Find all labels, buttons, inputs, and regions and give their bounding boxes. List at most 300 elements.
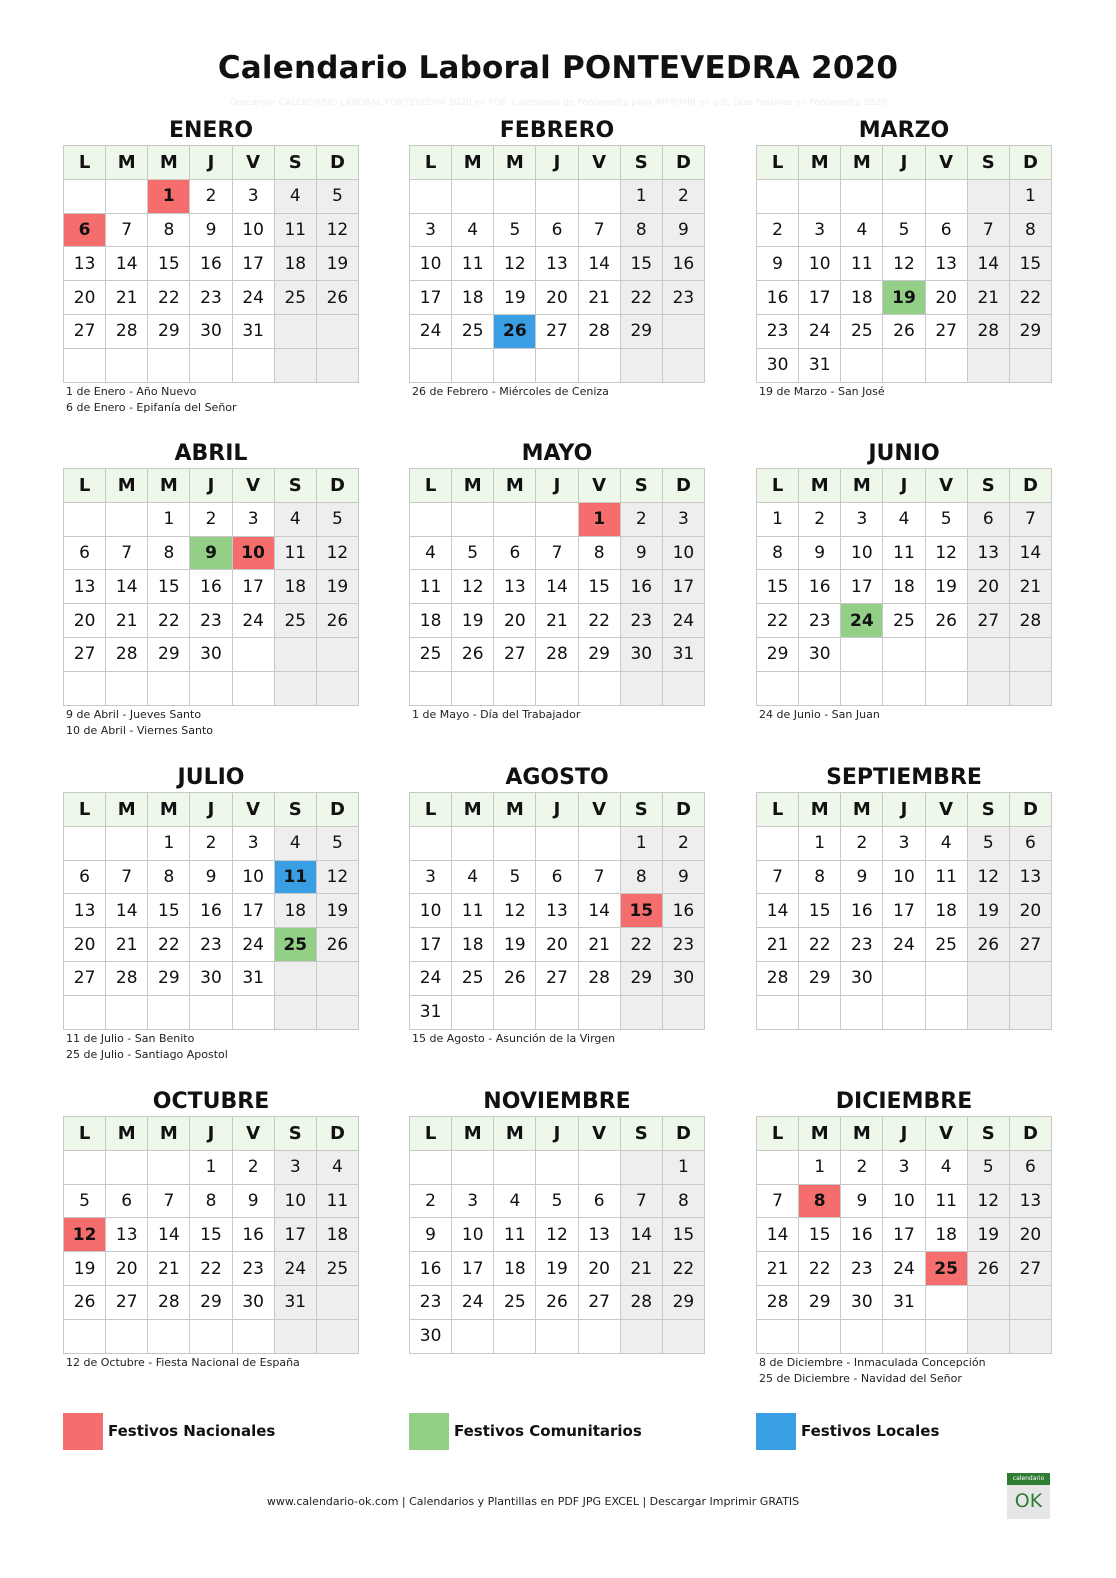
empty-cell bbox=[410, 348, 452, 382]
month-name: OCTUBRE bbox=[152, 1089, 270, 1114]
day-cell: 18 bbox=[925, 1218, 967, 1252]
empty-cell bbox=[841, 1319, 883, 1353]
day-cell: 8 bbox=[1009, 213, 1051, 247]
page-title: Calendario Laboral PONTEVEDRA 2020 bbox=[217, 50, 899, 86]
holiday-day-cell: 12 bbox=[64, 1218, 106, 1252]
day-cell: 15 bbox=[578, 570, 620, 604]
week-row bbox=[410, 928, 705, 962]
day-cell: 23 bbox=[662, 281, 704, 315]
empty-cell bbox=[106, 826, 148, 860]
day-cell: 25 bbox=[452, 961, 494, 995]
day-cell: 20 bbox=[64, 604, 106, 638]
week-row bbox=[410, 348, 705, 382]
day-cell: 27 bbox=[925, 314, 967, 348]
day-cell: 31 bbox=[799, 348, 841, 382]
day-cell: 23 bbox=[620, 604, 662, 638]
day-cell: 21 bbox=[106, 604, 148, 638]
logo-top-text: calendario bbox=[1007, 1473, 1050, 1485]
day-cell: 21 bbox=[536, 604, 578, 638]
day-cell: 19 bbox=[925, 570, 967, 604]
day-cell: 14 bbox=[578, 247, 620, 281]
day-cell: 18 bbox=[316, 1218, 358, 1252]
empty-cell bbox=[64, 995, 106, 1029]
week-row bbox=[757, 536, 1052, 570]
day-cell: 22 bbox=[148, 928, 190, 962]
weekday-header: S bbox=[620, 469, 662, 503]
day-cell: 2 bbox=[757, 213, 799, 247]
month-mayo bbox=[409, 439, 705, 722]
day-cell: 10 bbox=[410, 247, 452, 281]
legend-community-swatch bbox=[409, 1413, 449, 1450]
weekday-header-row bbox=[757, 469, 1052, 503]
empty-cell bbox=[841, 637, 883, 671]
day-cell: 24 bbox=[452, 1285, 494, 1319]
day-cell: 17 bbox=[883, 1218, 925, 1252]
week-row bbox=[64, 1150, 359, 1184]
day-cell: 3 bbox=[410, 213, 452, 247]
day-cell: 20 bbox=[494, 604, 536, 638]
day-cell: 24 bbox=[410, 314, 452, 348]
day-cell: 28 bbox=[967, 314, 1009, 348]
weekday-header: S bbox=[967, 146, 1009, 180]
day-cell: 23 bbox=[190, 281, 232, 315]
day-cell: 28 bbox=[1009, 604, 1051, 638]
empty-cell bbox=[106, 502, 148, 536]
day-cell: 5 bbox=[967, 1150, 1009, 1184]
day-cell: 11 bbox=[316, 1184, 358, 1218]
empty-cell bbox=[316, 995, 358, 1029]
day-cell: 17 bbox=[452, 1252, 494, 1286]
day-cell: 6 bbox=[1009, 1150, 1051, 1184]
empty-cell bbox=[578, 179, 620, 213]
day-cell: 26 bbox=[925, 604, 967, 638]
empty-cell bbox=[578, 995, 620, 1029]
day-cell: 27 bbox=[536, 961, 578, 995]
day-cell: 22 bbox=[148, 281, 190, 315]
day-cell: 26 bbox=[316, 604, 358, 638]
empty-cell bbox=[106, 1150, 148, 1184]
day-cell: 7 bbox=[106, 536, 148, 570]
day-cell: 13 bbox=[536, 894, 578, 928]
day-cell: 25 bbox=[410, 637, 452, 671]
weekday-header: M bbox=[799, 469, 841, 503]
empty-cell bbox=[967, 348, 1009, 382]
weekday-header: M bbox=[494, 1117, 536, 1151]
month-table bbox=[63, 792, 359, 1030]
weekday-header: D bbox=[316, 469, 358, 503]
day-cell: 18 bbox=[274, 570, 316, 604]
holiday-day-cell: 1 bbox=[148, 179, 190, 213]
weekday-header: M bbox=[452, 1117, 494, 1151]
day-cell: 15 bbox=[190, 1218, 232, 1252]
week-row bbox=[757, 1150, 1052, 1184]
day-cell: 17 bbox=[274, 1218, 316, 1252]
week-row bbox=[757, 894, 1052, 928]
empty-cell bbox=[1009, 637, 1051, 671]
day-cell: 22 bbox=[620, 928, 662, 962]
empty-cell bbox=[967, 1319, 1009, 1353]
empty-cell bbox=[274, 348, 316, 382]
day-cell: 26 bbox=[494, 961, 536, 995]
weekday-header: M bbox=[452, 146, 494, 180]
day-cell: 26 bbox=[452, 637, 494, 671]
week-row bbox=[757, 1252, 1052, 1286]
day-cell: 14 bbox=[536, 570, 578, 604]
week-row bbox=[64, 604, 359, 638]
day-cell: 26 bbox=[967, 1252, 1009, 1286]
week-row bbox=[64, 826, 359, 860]
day-cell: 5 bbox=[452, 536, 494, 570]
holiday-day-cell: 19 bbox=[883, 281, 925, 315]
weekday-header: M bbox=[106, 469, 148, 503]
empty-cell bbox=[316, 1319, 358, 1353]
holiday-note: 1 de Enero - Año Nuevo bbox=[66, 384, 197, 398]
day-cell: 18 bbox=[452, 281, 494, 315]
week-row bbox=[757, 1319, 1052, 1353]
holiday-note: 26 de Febrero - Miércoles de Ceniza bbox=[412, 384, 609, 398]
day-cell: 18 bbox=[494, 1252, 536, 1286]
day-cell: 5 bbox=[883, 213, 925, 247]
empty-cell bbox=[967, 179, 1009, 213]
day-cell: 10 bbox=[410, 894, 452, 928]
empty-cell bbox=[274, 1319, 316, 1353]
day-cell: 19 bbox=[494, 281, 536, 315]
day-cell: 3 bbox=[883, 1150, 925, 1184]
day-cell: 24 bbox=[883, 1252, 925, 1286]
day-cell: 22 bbox=[799, 1252, 841, 1286]
day-cell: 28 bbox=[536, 637, 578, 671]
day-cell: 15 bbox=[148, 894, 190, 928]
holiday-day-cell: 26 bbox=[494, 314, 536, 348]
month-name: JUNIO bbox=[868, 441, 940, 466]
day-cell: 27 bbox=[64, 314, 106, 348]
weekday-header: S bbox=[967, 469, 1009, 503]
week-row bbox=[64, 1252, 359, 1286]
empty-cell bbox=[925, 1319, 967, 1353]
weekday-header-row bbox=[410, 146, 705, 180]
weekday-header: J bbox=[536, 793, 578, 827]
day-cell: 6 bbox=[1009, 826, 1051, 860]
weekday-header: D bbox=[316, 1117, 358, 1151]
empty-cell bbox=[536, 671, 578, 705]
empty-cell bbox=[620, 995, 662, 1029]
day-cell: 4 bbox=[316, 1150, 358, 1184]
day-cell: 7 bbox=[1009, 502, 1051, 536]
day-cell: 8 bbox=[148, 536, 190, 570]
month-name: ABRIL bbox=[174, 441, 248, 466]
empty-cell bbox=[757, 1319, 799, 1353]
day-cell: 30 bbox=[190, 314, 232, 348]
day-cell: 24 bbox=[232, 928, 274, 962]
day-cell: 8 bbox=[148, 213, 190, 247]
week-row bbox=[410, 536, 705, 570]
day-cell: 11 bbox=[494, 1218, 536, 1252]
day-cell: 23 bbox=[190, 928, 232, 962]
day-cell: 23 bbox=[841, 928, 883, 962]
empty-cell bbox=[662, 671, 704, 705]
day-cell: 12 bbox=[883, 247, 925, 281]
empty-cell bbox=[274, 995, 316, 1029]
week-row bbox=[64, 1218, 359, 1252]
weekday-header: L bbox=[757, 1117, 799, 1151]
empty-cell bbox=[925, 1285, 967, 1319]
day-cell: 11 bbox=[274, 213, 316, 247]
month-table bbox=[63, 1116, 359, 1354]
day-cell: 7 bbox=[106, 860, 148, 894]
empty-cell bbox=[494, 502, 536, 536]
week-row bbox=[410, 1150, 705, 1184]
day-cell: 12 bbox=[316, 213, 358, 247]
week-row bbox=[410, 826, 705, 860]
day-cell: 9 bbox=[799, 536, 841, 570]
day-cell: 8 bbox=[662, 1184, 704, 1218]
day-cell: 24 bbox=[232, 281, 274, 315]
week-row bbox=[64, 1184, 359, 1218]
day-cell: 4 bbox=[410, 536, 452, 570]
day-cell: 20 bbox=[925, 281, 967, 315]
empty-cell bbox=[148, 348, 190, 382]
empty-cell bbox=[64, 1319, 106, 1353]
empty-cell bbox=[536, 826, 578, 860]
day-cell: 6 bbox=[536, 213, 578, 247]
day-cell: 24 bbox=[274, 1252, 316, 1286]
month-table bbox=[756, 792, 1052, 1030]
empty-cell bbox=[841, 348, 883, 382]
legend-national-label: Festivos Nacionales bbox=[108, 1422, 276, 1440]
month-table bbox=[409, 1116, 705, 1354]
day-cell: 15 bbox=[757, 570, 799, 604]
empty-cell bbox=[106, 671, 148, 705]
day-cell: 24 bbox=[232, 604, 274, 638]
weekday-header: D bbox=[1009, 793, 1051, 827]
day-cell: 5 bbox=[316, 826, 358, 860]
weekday-header: D bbox=[662, 1117, 704, 1151]
day-cell: 10 bbox=[883, 1184, 925, 1218]
weekday-header-row bbox=[410, 1117, 705, 1151]
empty-cell bbox=[410, 1150, 452, 1184]
day-cell: 31 bbox=[274, 1285, 316, 1319]
day-cell: 4 bbox=[274, 179, 316, 213]
empty-cell bbox=[148, 1319, 190, 1353]
weekday-header: M bbox=[452, 469, 494, 503]
weekday-header: L bbox=[757, 469, 799, 503]
empty-cell bbox=[536, 348, 578, 382]
day-cell: 27 bbox=[106, 1285, 148, 1319]
day-cell: 16 bbox=[799, 570, 841, 604]
week-row bbox=[64, 502, 359, 536]
day-cell: 30 bbox=[662, 961, 704, 995]
empty-cell bbox=[967, 671, 1009, 705]
weekday-header-row bbox=[64, 469, 359, 503]
empty-cell bbox=[578, 348, 620, 382]
empty-cell bbox=[578, 671, 620, 705]
day-cell: 18 bbox=[452, 928, 494, 962]
day-cell: 21 bbox=[1009, 570, 1051, 604]
empty-cell bbox=[452, 671, 494, 705]
day-cell: 19 bbox=[494, 928, 536, 962]
empty-cell bbox=[106, 995, 148, 1029]
weekday-header-row bbox=[64, 146, 359, 180]
week-row bbox=[64, 1285, 359, 1319]
day-cell: 17 bbox=[410, 928, 452, 962]
day-cell: 4 bbox=[883, 502, 925, 536]
empty-cell bbox=[148, 995, 190, 1029]
empty-cell bbox=[64, 1150, 106, 1184]
week-row bbox=[410, 671, 705, 705]
day-cell: 27 bbox=[494, 637, 536, 671]
weekday-header: M bbox=[494, 469, 536, 503]
empty-cell bbox=[925, 348, 967, 382]
calendario-ok-logo bbox=[1007, 1473, 1050, 1519]
weekday-header: J bbox=[536, 1117, 578, 1151]
empty-cell bbox=[536, 1319, 578, 1353]
day-cell: 20 bbox=[1009, 1218, 1051, 1252]
day-cell: 28 bbox=[620, 1285, 662, 1319]
day-cell: 21 bbox=[106, 928, 148, 962]
empty-cell bbox=[620, 1150, 662, 1184]
month-name: SEPTIEMBRE bbox=[826, 765, 982, 790]
empty-cell bbox=[883, 995, 925, 1029]
day-cell: 4 bbox=[841, 213, 883, 247]
day-cell: 7 bbox=[757, 1184, 799, 1218]
day-cell: 1 bbox=[799, 1150, 841, 1184]
week-row bbox=[757, 671, 1052, 705]
empty-cell bbox=[757, 995, 799, 1029]
day-cell: 15 bbox=[148, 247, 190, 281]
month-octubre bbox=[63, 1087, 359, 1370]
empty-cell bbox=[925, 671, 967, 705]
empty-cell bbox=[536, 502, 578, 536]
empty-cell bbox=[967, 961, 1009, 995]
empty-cell bbox=[316, 348, 358, 382]
day-cell: 19 bbox=[316, 894, 358, 928]
day-cell: 31 bbox=[410, 995, 452, 1029]
weekday-header: J bbox=[190, 146, 232, 180]
day-cell: 9 bbox=[620, 536, 662, 570]
empty-cell bbox=[578, 1150, 620, 1184]
month-table bbox=[409, 145, 705, 383]
empty-cell bbox=[883, 961, 925, 995]
weekday-header: S bbox=[620, 1117, 662, 1151]
day-cell: 15 bbox=[799, 894, 841, 928]
week-row bbox=[410, 281, 705, 315]
day-cell: 5 bbox=[316, 179, 358, 213]
day-cell: 2 bbox=[662, 826, 704, 860]
day-cell: 28 bbox=[106, 314, 148, 348]
week-row bbox=[757, 1285, 1052, 1319]
day-cell: 7 bbox=[967, 213, 1009, 247]
month-table bbox=[63, 468, 359, 706]
day-cell: 20 bbox=[967, 570, 1009, 604]
empty-cell bbox=[967, 637, 1009, 671]
logo-ok-text: OK bbox=[1014, 1490, 1043, 1512]
day-cell: 8 bbox=[757, 536, 799, 570]
day-cell: 1 bbox=[148, 502, 190, 536]
holiday-note: 6 de Enero - Epifanía del Señor bbox=[66, 400, 237, 414]
weekday-header: M bbox=[841, 793, 883, 827]
day-cell: 29 bbox=[148, 637, 190, 671]
day-cell: 11 bbox=[452, 247, 494, 281]
day-cell: 27 bbox=[1009, 1252, 1051, 1286]
week-row bbox=[757, 860, 1052, 894]
day-cell: 31 bbox=[232, 314, 274, 348]
week-row bbox=[64, 860, 359, 894]
day-cell: 8 bbox=[620, 213, 662, 247]
day-cell: 8 bbox=[620, 860, 662, 894]
empty-cell bbox=[757, 1150, 799, 1184]
empty-cell bbox=[232, 348, 274, 382]
weekday-header: J bbox=[190, 793, 232, 827]
weekday-header: M bbox=[452, 793, 494, 827]
empty-cell bbox=[1009, 1319, 1051, 1353]
empty-cell bbox=[64, 348, 106, 382]
day-cell: 8 bbox=[799, 860, 841, 894]
empty-cell bbox=[452, 179, 494, 213]
day-cell: 27 bbox=[578, 1285, 620, 1319]
day-cell: 26 bbox=[536, 1285, 578, 1319]
empty-cell bbox=[316, 314, 358, 348]
day-cell: 10 bbox=[841, 536, 883, 570]
month-table bbox=[409, 468, 705, 706]
day-cell: 30 bbox=[799, 637, 841, 671]
day-cell: 28 bbox=[106, 637, 148, 671]
day-cell: 29 bbox=[1009, 314, 1051, 348]
holiday-note: 10 de Abril - Viernes Santo bbox=[66, 723, 213, 737]
day-cell: 22 bbox=[578, 604, 620, 638]
empty-cell bbox=[799, 995, 841, 1029]
week-row bbox=[757, 1184, 1052, 1218]
day-cell: 21 bbox=[148, 1252, 190, 1286]
day-cell: 19 bbox=[316, 247, 358, 281]
day-cell: 13 bbox=[925, 247, 967, 281]
day-cell: 24 bbox=[799, 314, 841, 348]
day-cell: 3 bbox=[274, 1150, 316, 1184]
empty-cell bbox=[757, 179, 799, 213]
day-cell: 16 bbox=[410, 1252, 452, 1286]
day-cell: 2 bbox=[410, 1184, 452, 1218]
empty-cell bbox=[452, 1319, 494, 1353]
day-cell: 15 bbox=[620, 247, 662, 281]
empty-cell bbox=[316, 961, 358, 995]
day-cell: 14 bbox=[106, 570, 148, 604]
week-row bbox=[410, 637, 705, 671]
week-row bbox=[410, 995, 705, 1029]
day-cell: 7 bbox=[578, 860, 620, 894]
day-cell: 9 bbox=[662, 860, 704, 894]
day-cell: 12 bbox=[316, 860, 358, 894]
weekday-header: V bbox=[925, 1117, 967, 1151]
day-cell: 18 bbox=[841, 281, 883, 315]
weekday-header: V bbox=[925, 793, 967, 827]
month-name: FEBRERO bbox=[499, 118, 615, 143]
weekday-header: D bbox=[316, 793, 358, 827]
holiday-note: 1 de Mayo - Día del Trabajador bbox=[412, 707, 581, 721]
day-cell: 9 bbox=[757, 247, 799, 281]
day-cell: 20 bbox=[536, 281, 578, 315]
day-cell: 13 bbox=[536, 247, 578, 281]
day-cell: 7 bbox=[620, 1184, 662, 1218]
empty-cell bbox=[410, 502, 452, 536]
day-cell: 28 bbox=[757, 1285, 799, 1319]
empty-cell bbox=[662, 1319, 704, 1353]
week-row bbox=[410, 213, 705, 247]
weekday-header: V bbox=[578, 469, 620, 503]
month-table bbox=[756, 145, 1052, 383]
empty-cell bbox=[316, 1285, 358, 1319]
day-cell: 20 bbox=[536, 928, 578, 962]
day-cell: 16 bbox=[662, 894, 704, 928]
holiday-day-cell: 11 bbox=[274, 860, 316, 894]
